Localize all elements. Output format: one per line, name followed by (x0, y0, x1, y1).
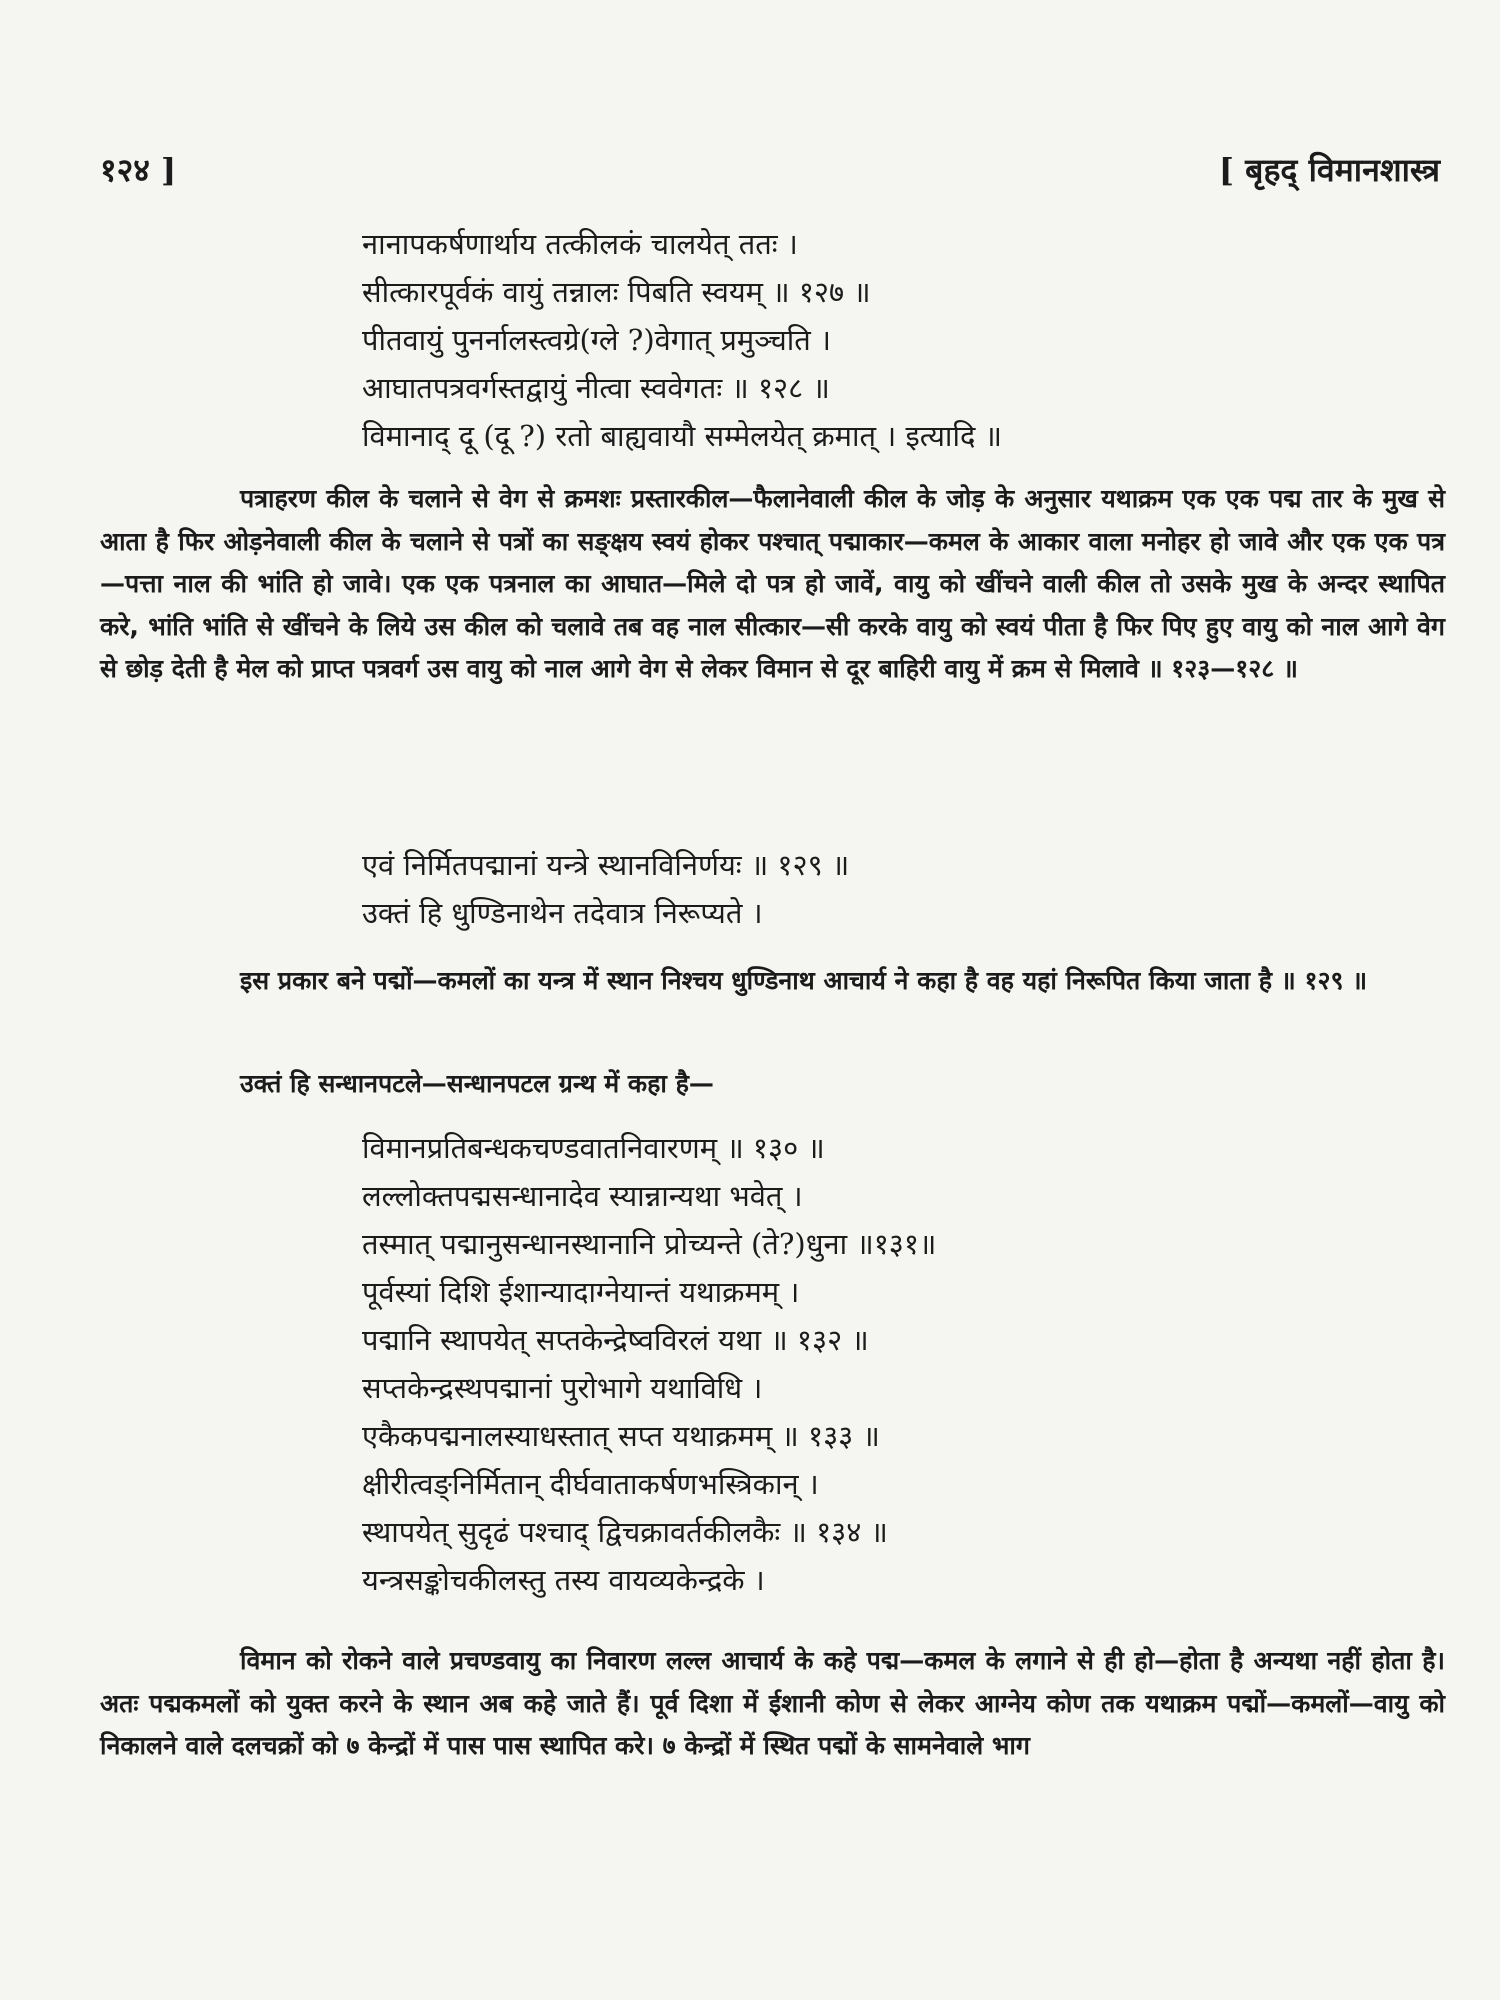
source-intro-line: उक्तं हि सन्धानपटले—सन्धानपटल ग्रन्थ में कहा है— (240, 1069, 714, 1098)
verse-line: स्थापयेत् सुदृढं पश्चाद् द्विचक्रावर्तकीलकैः ॥ १३४ ॥ (362, 1515, 888, 1549)
sanskrit-verse-block-3 (362, 1124, 936, 1604)
verse-line: सीत्कारपूर्वकं वायुं तन्नालः पिबति स्वयम् ॥ १२७ ॥ (362, 275, 871, 309)
hindi-commentary-2 (100, 960, 1445, 1003)
verse-line: पद्मानि स्थापयेत् सप्तकेन्द्रेष्वविरलं यथा ॥ १३२ ॥ (362, 1323, 869, 1357)
paragraph-text: विमान को रोकने वाले प्रचण्डवायु का निवारण लल्ल आचार्य के कहे पद्म—कमल के लगाने से ही हो—होता है अन्यथा नहीं होता है। अतः पद्मकमलों को युक्त करने के स्थान अब कहे जाते हैं। पूर्व दिशा में ईशानी कोण से लेकर आग्नेय कोण तक यथाक्रम पद्मों—कमलों—वायु को निकालने वाले दलचक्रों को ७ केन्द्रों में पास पास स्थापित करे। ७ केन्द्रों में स्थित पद्मों के सामनेवाले भाग (100, 1646, 1445, 1760)
paragraph-text: पत्राहरण कील के चलाने से वेग से क्रमशः प्रस्तारकील—फैलानेवाली कील के जोड़ के अनुसार यथाक्रम एक एक पद्म तार के मुख से आता है फिर ओड़नेवाली कील के चलाने से पत्रों का सङ्क्षय स्वयं होकर पश्चात् पद्माकार—कमल के आकार वाला मनोहर हो जावे और एक एक पत्र—पत्ता नाल की भांति हो जावे। एक एक पत्रनाल का आघात—मिले दो पत्र हो जावें, वायु को खींचने वाली कील तो उसके मुख के अन्दर स्थापित करे, भांति भांति से खींचने के लिये उस कील को चलावे तब वह नाल सीत्कार—सी करके वायु को स्वयं पीता है फिर पिए हुए वायु को नाल आगे वेग से छोड़ देती है मेल को प्राप्त पत्रवर्ग उस वायु को नाल आगे वेग से लेकर विमान से दूर बाहिरी वायु में क्रम से मिलावे ॥ १२३—१२८ ॥ (100, 484, 1445, 683)
verse-line: सप्तकेन्द्रस्थपद्मानां पुरोभागे यथाविधि । (362, 1371, 763, 1405)
verse-line: उक्तं हि धुण्डिनाथेन तदेवात्र निरूप्यते । (362, 896, 763, 930)
verse-line: पीतवायुं पुनर्नालस्त्वग्रे(ग्ले ?)वेगात् प्रमुञ्चति । (362, 323, 832, 357)
paragraph-text: इस प्रकार बने पद्मों—कमलों का यन्त्र में स्थान निश्चय धुण्डिनाथ आचार्य ने कहा है वह यहां निरूपित किया जाता है ॥ १२९ ॥ (240, 966, 1368, 995)
running-title: [ बृहद् विमानशास्त्र (1218, 151, 1440, 189)
verse-line: विमानाद् दू (दू ?) रतो बाह्यवायौ सम्मेलयेत् क्रमात् । इत्यादि ॥ (362, 419, 1002, 453)
page-number: १२४ ] (100, 151, 177, 189)
verse-line: एकैकपद्मनालस्याधस्तात् सप्त यथाक्रमम् ॥ १३३ ॥ (362, 1419, 880, 1453)
verse-line: तस्मात् पद्मानुसन्धानस्थानानि प्रोच्यन्ते (ते?)धुना ॥१३१॥ (362, 1227, 937, 1261)
hindi-commentary-1 (100, 478, 1445, 691)
sanskrit-verse-block-2 (362, 841, 849, 937)
verse-line: विमानप्रतिबन्धकचण्डवातनिवारणम् ॥ १३० ॥ (362, 1131, 825, 1165)
verse-line: पूर्वस्यां दिशि ईशान्यादाग्नेयान्तं यथाक्रमम् । (362, 1275, 800, 1309)
verse-line: लल्लोक्तपद्मसन्धानादेव स्यान्नान्यथा भवेत् । (362, 1179, 803, 1213)
sanskrit-verse-block-1 (362, 220, 1002, 460)
verse-line: आघातपत्रवर्गस्तद्वायुं नीत्वा स्ववेगतः ॥ १२८ ॥ (362, 371, 830, 405)
hindi-commentary-3 (100, 1640, 1445, 1768)
verse-line: क्षीरीत्वङ्निर्मितान् दीर्घवाताकर्षणभस्त्रिकान् । (362, 1467, 819, 1501)
verse-line: एवं निर्मितपद्मानां यन्त्रे स्थानविनिर्णयः ॥ १२९ ॥ (362, 848, 850, 882)
verse-line: नानापकर्षणार्थाय तत्कीलकं चालयेत् ततः । (362, 227, 798, 261)
verse-line: यन्त्रसङ्कोचकीलस्तु तस्य वायव्यकेन्द्रके । (362, 1563, 765, 1597)
page-header (100, 148, 1440, 198)
